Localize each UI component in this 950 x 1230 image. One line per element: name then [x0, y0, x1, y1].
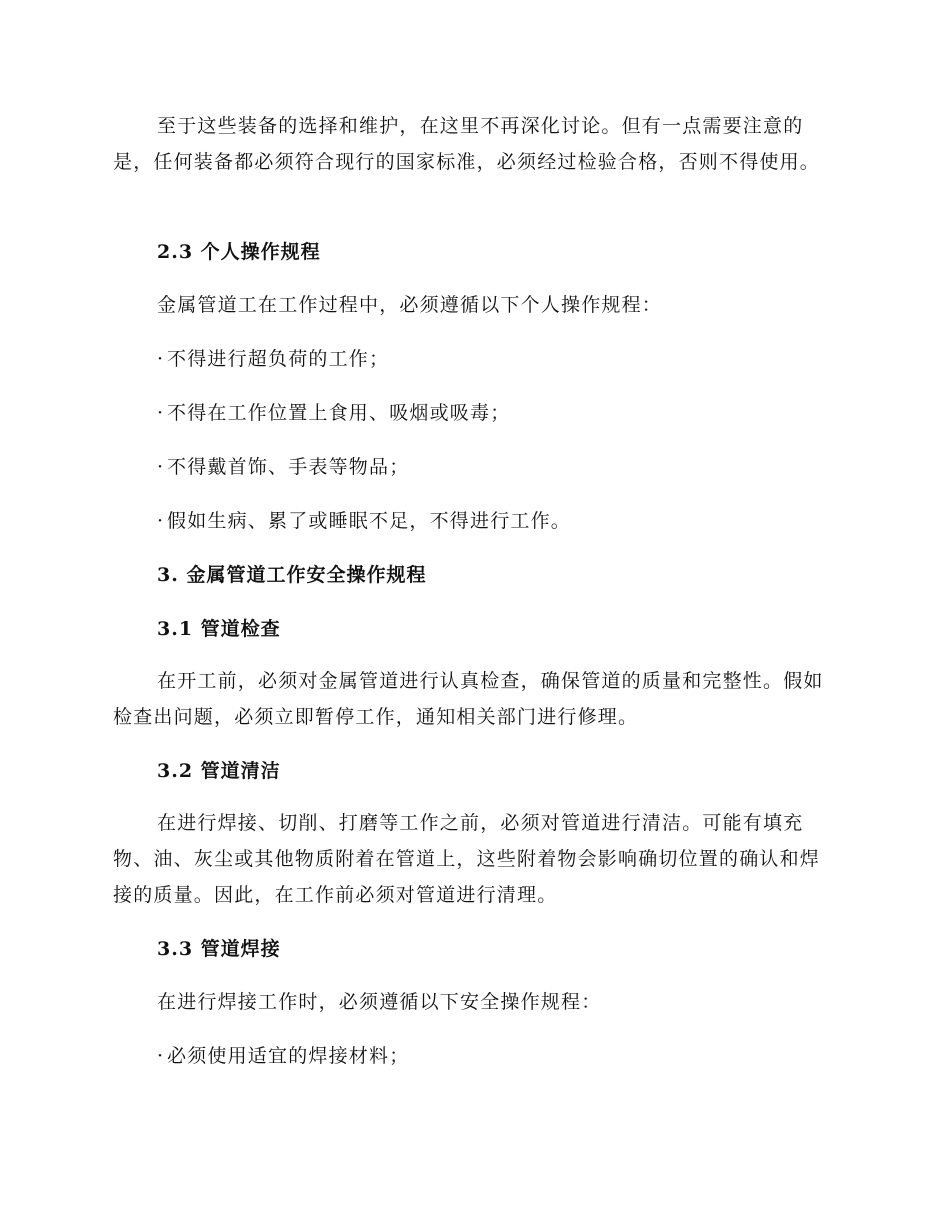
heading-3-1: 3.1 管道检查 [157, 618, 281, 640]
bullet-icon: · [157, 402, 165, 424]
list-item-text: 不得戴首饰、手表等物品； [167, 456, 410, 478]
paragraph-3-3-intro: 在进行焊接工作时，必须遵循以下安全操作规程： [157, 991, 602, 1013]
list-item [157, 503, 571, 539]
list-item-text: 必须使用适宜的焊接材料； [167, 1045, 410, 1067]
bullet-icon: · [157, 510, 165, 532]
bullet-icon: · [157, 1045, 165, 1067]
list-item-text: 不得在工作位置上食用、吸烟或吸毒； [167, 402, 511, 424]
heading-2-3: 2.3 个人操作规程 [157, 241, 321, 263]
list-item [157, 341, 389, 377]
paragraph-3-1: 在开工前，必须对金属管道进行认真检查，确保管道的质量和完整性。假如检查出问题，必须立即暂停工作，通知相关部门进行修理。 [113, 670, 824, 728]
heading-3-2: 3.2 管道清洁 [157, 760, 281, 782]
heading-3: 3. 金属管道工作安全操作规程 [157, 564, 427, 586]
paragraph-2-3-intro: 金属管道工在工作过程中，必须遵循以下个人操作规程： [157, 294, 663, 316]
bullet-icon: · [157, 348, 165, 370]
heading-3-3: 3.3 管道焊接 [157, 938, 281, 960]
paragraph-3-2: 在进行焊接、切削、打磨等工作之前，必须对管道进行清洁。可能有填充物、油、灰尘或其他物质附着在管道上，这些附着物会影响确切位置的确认和焊接的质量。因此，在工作前必须对管道进行清理。 [113, 812, 821, 906]
bullet-icon: · [157, 456, 165, 478]
paragraph-equipment: 至于这些装备的选择和维护，在这里不再深化讨论。但有一点需要注意的是，任何装备都必须符合现行的国家标准，必须经过检验合格，否则不得使用。 [113, 115, 821, 173]
list-item [157, 449, 409, 485]
list-item [157, 395, 510, 431]
list-item [157, 1038, 409, 1074]
list-item-text: 不得进行超负荷的工作； [167, 348, 390, 370]
list-item-text: 假如生病、累了或睡眠不足，不得进行工作。 [167, 510, 572, 532]
